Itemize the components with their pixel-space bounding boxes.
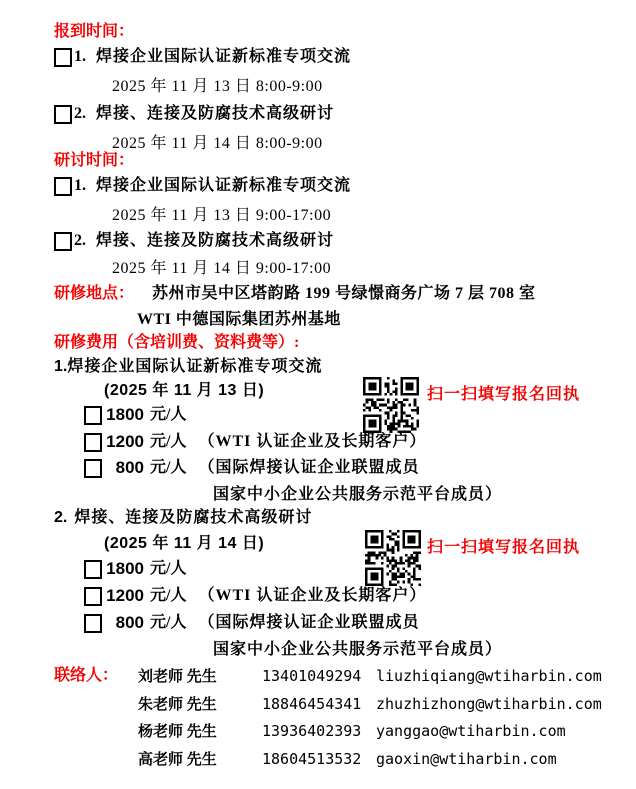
item-number: 1.: [74, 48, 86, 65]
price-unit: 元/人: [150, 433, 187, 450]
seminar-item-2: [54, 231, 334, 251]
checkin-item-1: [54, 47, 351, 67]
price-unit: 元/人: [150, 587, 187, 604]
fee2-option-800: [84, 613, 419, 633]
price-note: （国际焊接认证企业联盟成员: [198, 459, 420, 476]
contact-phone: 18604513532: [262, 750, 362, 768]
contact-phone: 13401049294: [262, 667, 362, 685]
seminar-heading: 研讨时间：: [54, 152, 135, 169]
fee-block-2-title: [54, 508, 312, 528]
fee-block-1-date: (2025 年 11 月 13 日): [104, 382, 265, 399]
checkbox-checkin-item-1[interactable]: [54, 48, 72, 67]
venue-label: 研修地点：: [54, 285, 135, 302]
checkbox-fee2-1800[interactable]: [84, 560, 102, 579]
item-number: 2.: [74, 232, 86, 249]
qr-scan-label: 扫一扫填写报名回执: [427, 386, 581, 403]
checkbox-seminar-item-1[interactable]: [54, 177, 72, 196]
qr-scan-label: 扫一扫填写报名回执: [427, 539, 581, 556]
seminar-item-1: [54, 176, 351, 196]
contact-row: [138, 721, 566, 742]
contacts-label: 联络人：: [54, 667, 119, 684]
fee-block-title: 焊接企业国际认证新标准专项交流: [67, 358, 323, 375]
checkbox-fee2-800[interactable]: [84, 614, 102, 633]
price: 800: [115, 613, 144, 632]
seminar-item-1-time: 2025 年 11 月 13 日 9:00-17:00: [112, 207, 332, 224]
contact-name: 高老师 先生: [138, 752, 217, 768]
price-unit: 元/人: [150, 560, 187, 577]
contact-name: 刘老师 先生: [138, 669, 217, 685]
fee1-option-1800: [84, 405, 198, 425]
contact-name: 杨老师 先生: [138, 724, 217, 740]
item-title: 焊接、连接及防腐技术高级研讨: [96, 232, 335, 249]
venue-address: 苏州市吴中区塔韵路 199 号绿憬商务广场 7 层 708 室: [152, 285, 536, 302]
contact-row: [138, 694, 602, 715]
item-title: 焊接企业国际认证新标准专项交流: [96, 48, 352, 65]
fee2-option-1800: [84, 559, 198, 579]
price: 1800: [106, 559, 144, 578]
price-unit: 元/人: [150, 459, 187, 476]
contact-row: [138, 749, 557, 770]
fee-block-2-date: (2025 年 11 月 14 日): [104, 535, 265, 552]
fee2-note-continuation: 国家中小企业公共服务示范平台成员）: [213, 641, 503, 658]
qr-code-icon: [363, 377, 419, 433]
price: 1200: [106, 586, 144, 605]
checkbox-fee1-1800[interactable]: [84, 406, 102, 425]
fees-heading: 研修费用（含培训费、资料费等）:: [54, 334, 300, 351]
checkin-heading: 报到时间：: [54, 23, 135, 40]
checkbox-fee1-1200[interactable]: [84, 433, 102, 452]
item-number: 1.: [74, 177, 86, 194]
fee1-note-continuation: 国家中小企业公共服务示范平台成员）: [213, 486, 503, 503]
contact-email: yanggao@wtiharbin.com: [376, 722, 566, 740]
fee1-option-1200: [84, 432, 426, 452]
price: 800: [115, 458, 144, 477]
price-note: （WTI 认证企业及长期客户）: [198, 587, 427, 604]
checkbox-checkin-item-2[interactable]: [54, 105, 72, 124]
checkin-item-1-time: 2025 年 11 月 13 日 8:00-9:00: [112, 78, 323, 95]
contact-phone: 18846454341: [262, 695, 362, 713]
item-number: 2.: [74, 105, 86, 122]
fee1-option-800: [84, 458, 419, 478]
checkin-item-2: [54, 104, 334, 124]
venue-address-2: WTI 中德国际集团苏州基地: [137, 311, 341, 328]
contact-email: liuzhiqiang@wtiharbin.com: [376, 667, 602, 685]
checkbox-fee1-800[interactable]: [84, 459, 102, 478]
fee-block-number: 2.: [54, 509, 68, 526]
price: 1800: [106, 405, 144, 424]
qr-code-icon: [365, 530, 421, 586]
checkbox-fee2-1200[interactable]: [84, 587, 102, 606]
item-title: 焊接企业国际认证新标准专项交流: [96, 177, 352, 194]
fee-block-number: 1.: [54, 358, 68, 375]
venue-line: [54, 284, 536, 304]
price: 1200: [106, 432, 144, 451]
contact-row: [138, 666, 602, 687]
price-note: （国际焊接认证企业联盟成员: [198, 614, 420, 631]
price-unit: 元/人: [150, 614, 187, 631]
contact-email: gaoxin@wtiharbin.com: [376, 750, 557, 768]
fee2-option-1200: [84, 586, 426, 606]
contact-name: 朱老师 先生: [138, 697, 217, 713]
fee-block-title: 焊接、连接及防腐技术高级研讨: [74, 509, 313, 526]
checkbox-seminar-item-2[interactable]: [54, 232, 72, 251]
contact-phone: 13936402393: [262, 722, 362, 740]
fee-block-1-title: [54, 357, 322, 377]
price-unit: 元/人: [150, 406, 187, 423]
checkin-item-2-time: 2025 年 11 月 14 日 8:00-9:00: [112, 135, 323, 152]
contact-email: zhuzhizhong@wtiharbin.com: [376, 695, 602, 713]
seminar-item-2-time: 2025 年 11 月 14 日 9:00-17:00: [112, 260, 332, 277]
item-title: 焊接、连接及防腐技术高级研讨: [96, 105, 335, 122]
price-note: （WTI 认证企业及长期客户）: [198, 433, 427, 450]
